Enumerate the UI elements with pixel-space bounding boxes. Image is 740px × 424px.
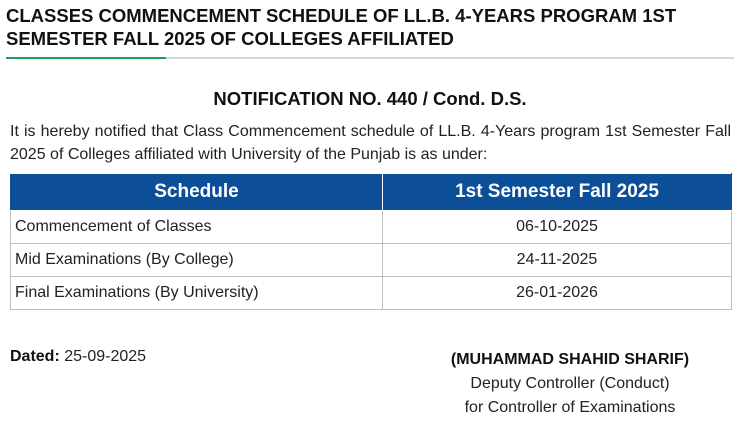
signatory-title: Deputy Controller (Conduct) — [470, 375, 670, 392]
table-row — [11, 244, 732, 277]
column-header-semester: 1st Semester Fall 2025 — [383, 174, 732, 211]
row-date-commencement: 06-10-2025 — [383, 211, 732, 244]
table-row — [11, 277, 732, 310]
row-date-final-exams: 26-01-2026 — [383, 277, 732, 310]
signatory-name: (MUHAMMAD SHAHID SHARIF) — [450, 351, 690, 368]
page-title-line-2: SEMESTER FALL 2025 OF COLLEGES AFFILIATED — [6, 28, 454, 49]
row-date-mid-exams: 24-11-2025 — [383, 244, 732, 277]
row-label-commencement: Commencement of Classes — [11, 211, 383, 244]
schedule-table — [10, 173, 732, 310]
dated-value: 25-09-2025 — [64, 348, 147, 365]
schedule-table-header-row — [11, 174, 732, 211]
signatory-for: for Controller of Examinations — [464, 399, 676, 416]
table-row — [11, 211, 732, 244]
page-title-line-1: CLASSES COMMENCEMENT SCHEDULE OF LL.B. 4-YEARS PROGRAM 1ST — [6, 5, 677, 26]
signature-block — [400, 348, 740, 420]
title-divider-accent — [6, 57, 166, 59]
page-title — [6, 4, 734, 50]
title-divider — [6, 57, 734, 59]
dated-label: Dated: — [10, 348, 60, 365]
row-label-final-exams: Final Examinations (By University) — [11, 277, 383, 310]
column-header-schedule: Schedule — [11, 174, 383, 211]
dated-line — [10, 348, 146, 366]
notification-intro: It is hereby notified that Class Commencement schedule of LL.B. 4-Years program 1st Semester Fall 2025 of Colleges affiliated with University of the Punjab is as under: — [10, 123, 731, 163]
notification-number: NOTIFICATION NO. 440 / Cond. D.S. — [213, 88, 527, 109]
row-label-mid-exams: Mid Examinations (By College) — [11, 244, 383, 277]
